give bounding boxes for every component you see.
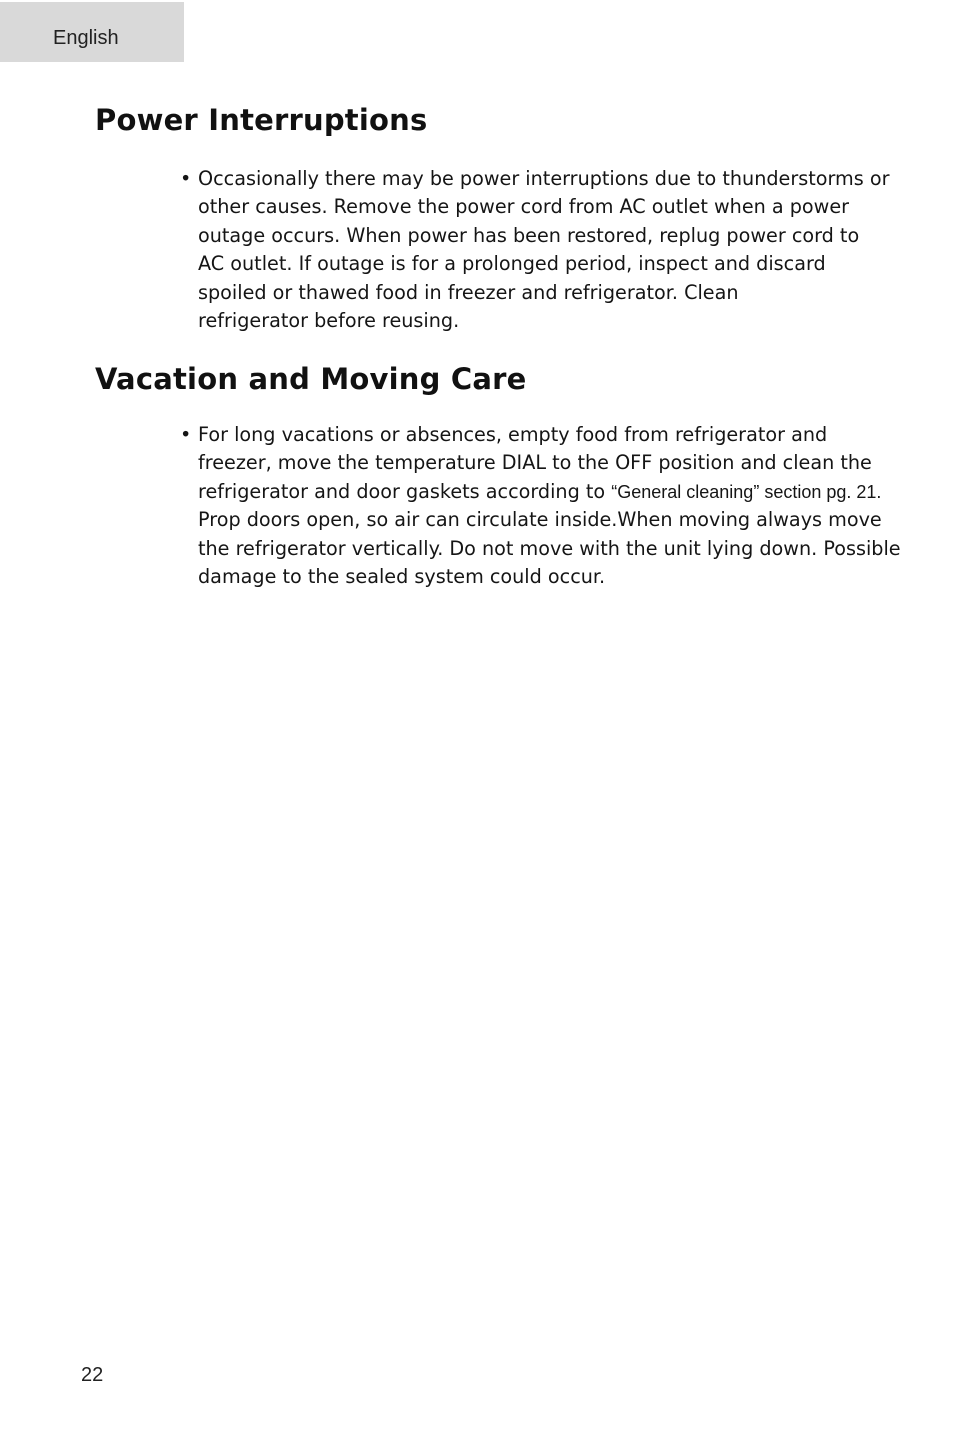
vacation-moving-care-bullet xyxy=(180,421,900,591)
paragraph-line-text: refrigerator and door gaskets according to xyxy=(198,479,606,503)
paragraph-line: freezer, move the temperature DIAL to the OFF position and clean the xyxy=(198,451,872,475)
paragraph-line: Occasionally there may be power interruptions due to thunderstorms or xyxy=(198,167,890,190)
bullet-icon: • xyxy=(180,167,192,190)
paragraph-line: AC outlet. If outage is for a prolonged period, inspect and discard xyxy=(198,252,826,276)
paragraph-line: the refrigerator vertically. Do not move with the unit lying down. Possible xyxy=(198,536,901,560)
power-interruptions-heading: Power Interruptions xyxy=(95,103,428,137)
cleaning-section-reference: “General cleaning” section pg. 21. xyxy=(611,481,882,502)
page-number: 22 xyxy=(81,1364,104,1386)
paragraph-line: outage occurs. When power has been restored, replug power cord to xyxy=(198,223,860,247)
paragraph-line: damage to the sealed system could occur. xyxy=(198,565,606,589)
paragraph-line xyxy=(198,478,900,506)
paragraph-line: spoiled or thawed food in freezer and refrigerator. Clean xyxy=(198,280,739,304)
bullet-icon: • xyxy=(180,423,192,446)
power-interruptions-bullet xyxy=(180,165,900,335)
paragraph-line: Prop doors open, so air can circulate inside.When moving always move xyxy=(198,508,882,532)
paragraph-line: other causes. Remove the power cord from AC outlet when a power xyxy=(198,195,850,219)
paragraph-line: refrigerator before reusing. xyxy=(198,309,460,333)
language-tab: English xyxy=(0,2,184,62)
vacation-moving-care-heading: Vacation and Moving Care xyxy=(95,362,527,396)
paragraph-line: For long vacations or absences, empty food from refrigerator and xyxy=(198,423,828,446)
